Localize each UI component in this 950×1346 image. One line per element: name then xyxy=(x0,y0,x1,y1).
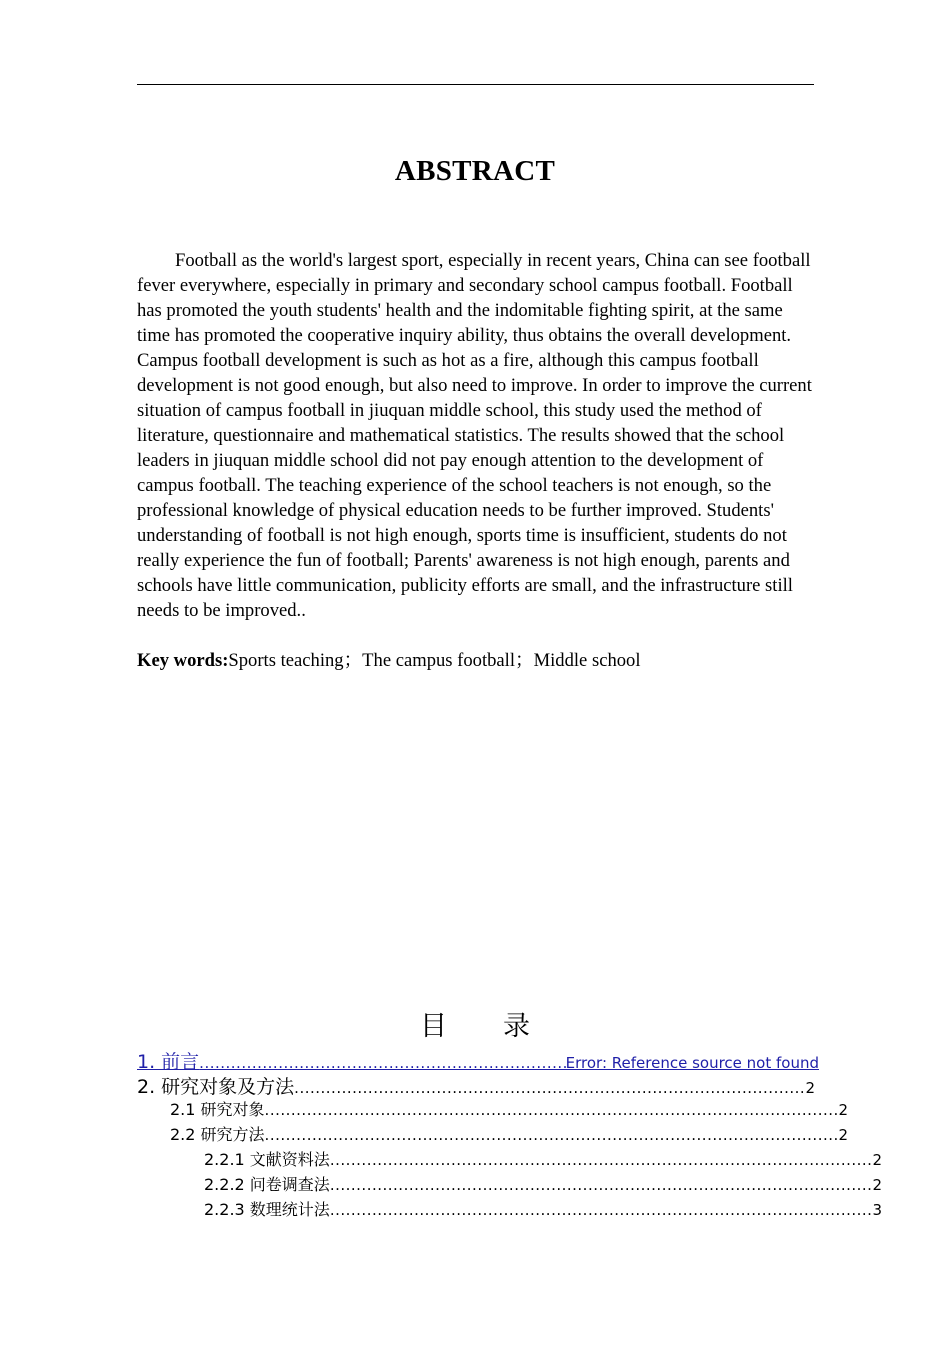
toc-entry-page: 3 xyxy=(872,1201,882,1219)
toc-entry-page: 2 xyxy=(838,1126,848,1144)
toc-title xyxy=(0,1004,950,1043)
toc-title-left: 目 xyxy=(420,1011,447,1042)
toc-leader-dots xyxy=(294,1079,805,1097)
toc-leader-dots xyxy=(199,1054,565,1072)
toc-entry-2-1[interactable] xyxy=(137,1097,848,1122)
toc-entry-page: 2 xyxy=(805,1079,815,1097)
toc-entry-2-2-1[interactable] xyxy=(137,1147,882,1172)
toc-entry-page[interactable]: Error: Reference source not found xyxy=(565,1054,819,1072)
abstract-body: Football as the world's largest sport, especially in recent years, China can see football fever everywhere, especially in primary and secondary school campus football. Football has promoted the youth students' health and the indomitable fighting spirit, at the same time has promoted the cooperative inquiry ability, thus obtains the overall development. Campus football development is such as hot as a fire, although this campus football development is not good enough, but also need to improve. In order to improve the current situation of campus football in jiuquan middle school, this study used the method of literature, questionnaire and mathematical statistics. The results showed that the school leaders in jiuquan middle school did not pay enough attention to the development of campus football. The teaching experience of the school teachers is not enough, so the professional knowledge of physical education needs to be further improved. Students' understanding of football is not high enough, sports time is insufficient, students do not really experience the fun of football; Parents' awareness is not high enough, parents and schools have little communication, publicity efforts are small, and the infrastructure still needs to be improved.. xyxy=(137,250,812,621)
toc-title-right: 录 xyxy=(503,1011,530,1042)
toc-leader-dots xyxy=(330,1176,873,1194)
toc-entry-label[interactable]: 1. 前言 xyxy=(137,1051,200,1073)
toc-entry-page: 2 xyxy=(872,1151,882,1169)
toc-entry-2-2-3[interactable] xyxy=(137,1197,882,1222)
toc-leader-dots xyxy=(330,1151,873,1169)
abstract-title: ABSTRACT xyxy=(394,155,556,187)
toc-entry-label: 2. 研究对象及方法 xyxy=(137,1076,295,1098)
table-of-contents xyxy=(137,1047,882,1222)
toc-entry-label: 2.1 研究对象 xyxy=(170,1100,265,1119)
toc-entry-label: 2.2.1 文献资料法 xyxy=(204,1150,330,1169)
toc-entry-2-2[interactable] xyxy=(137,1122,848,1147)
toc-leader-dots xyxy=(265,1126,839,1144)
toc-entry-1[interactable] xyxy=(137,1047,819,1072)
toc-entry-label: 2.2.2 问卷调查法 xyxy=(204,1175,330,1194)
toc-entry-2-2-2[interactable] xyxy=(137,1172,882,1197)
toc-entry-2[interactable] xyxy=(137,1072,815,1097)
toc-entry-page: 2 xyxy=(872,1176,882,1194)
toc-leader-dots xyxy=(330,1201,873,1219)
toc-leader-dots xyxy=(265,1101,839,1119)
keywords-label: Key words: xyxy=(137,650,229,671)
keywords-text: Sports teaching；The campus football；Middle school xyxy=(228,650,641,671)
keywords-line xyxy=(137,648,817,673)
toc-entry-page: 2 xyxy=(838,1101,848,1119)
toc-entry-label: 2.2.3 数理统计法 xyxy=(204,1200,330,1219)
header-rule xyxy=(137,84,814,85)
toc-entry-label: 2.2 研究方法 xyxy=(170,1125,265,1144)
